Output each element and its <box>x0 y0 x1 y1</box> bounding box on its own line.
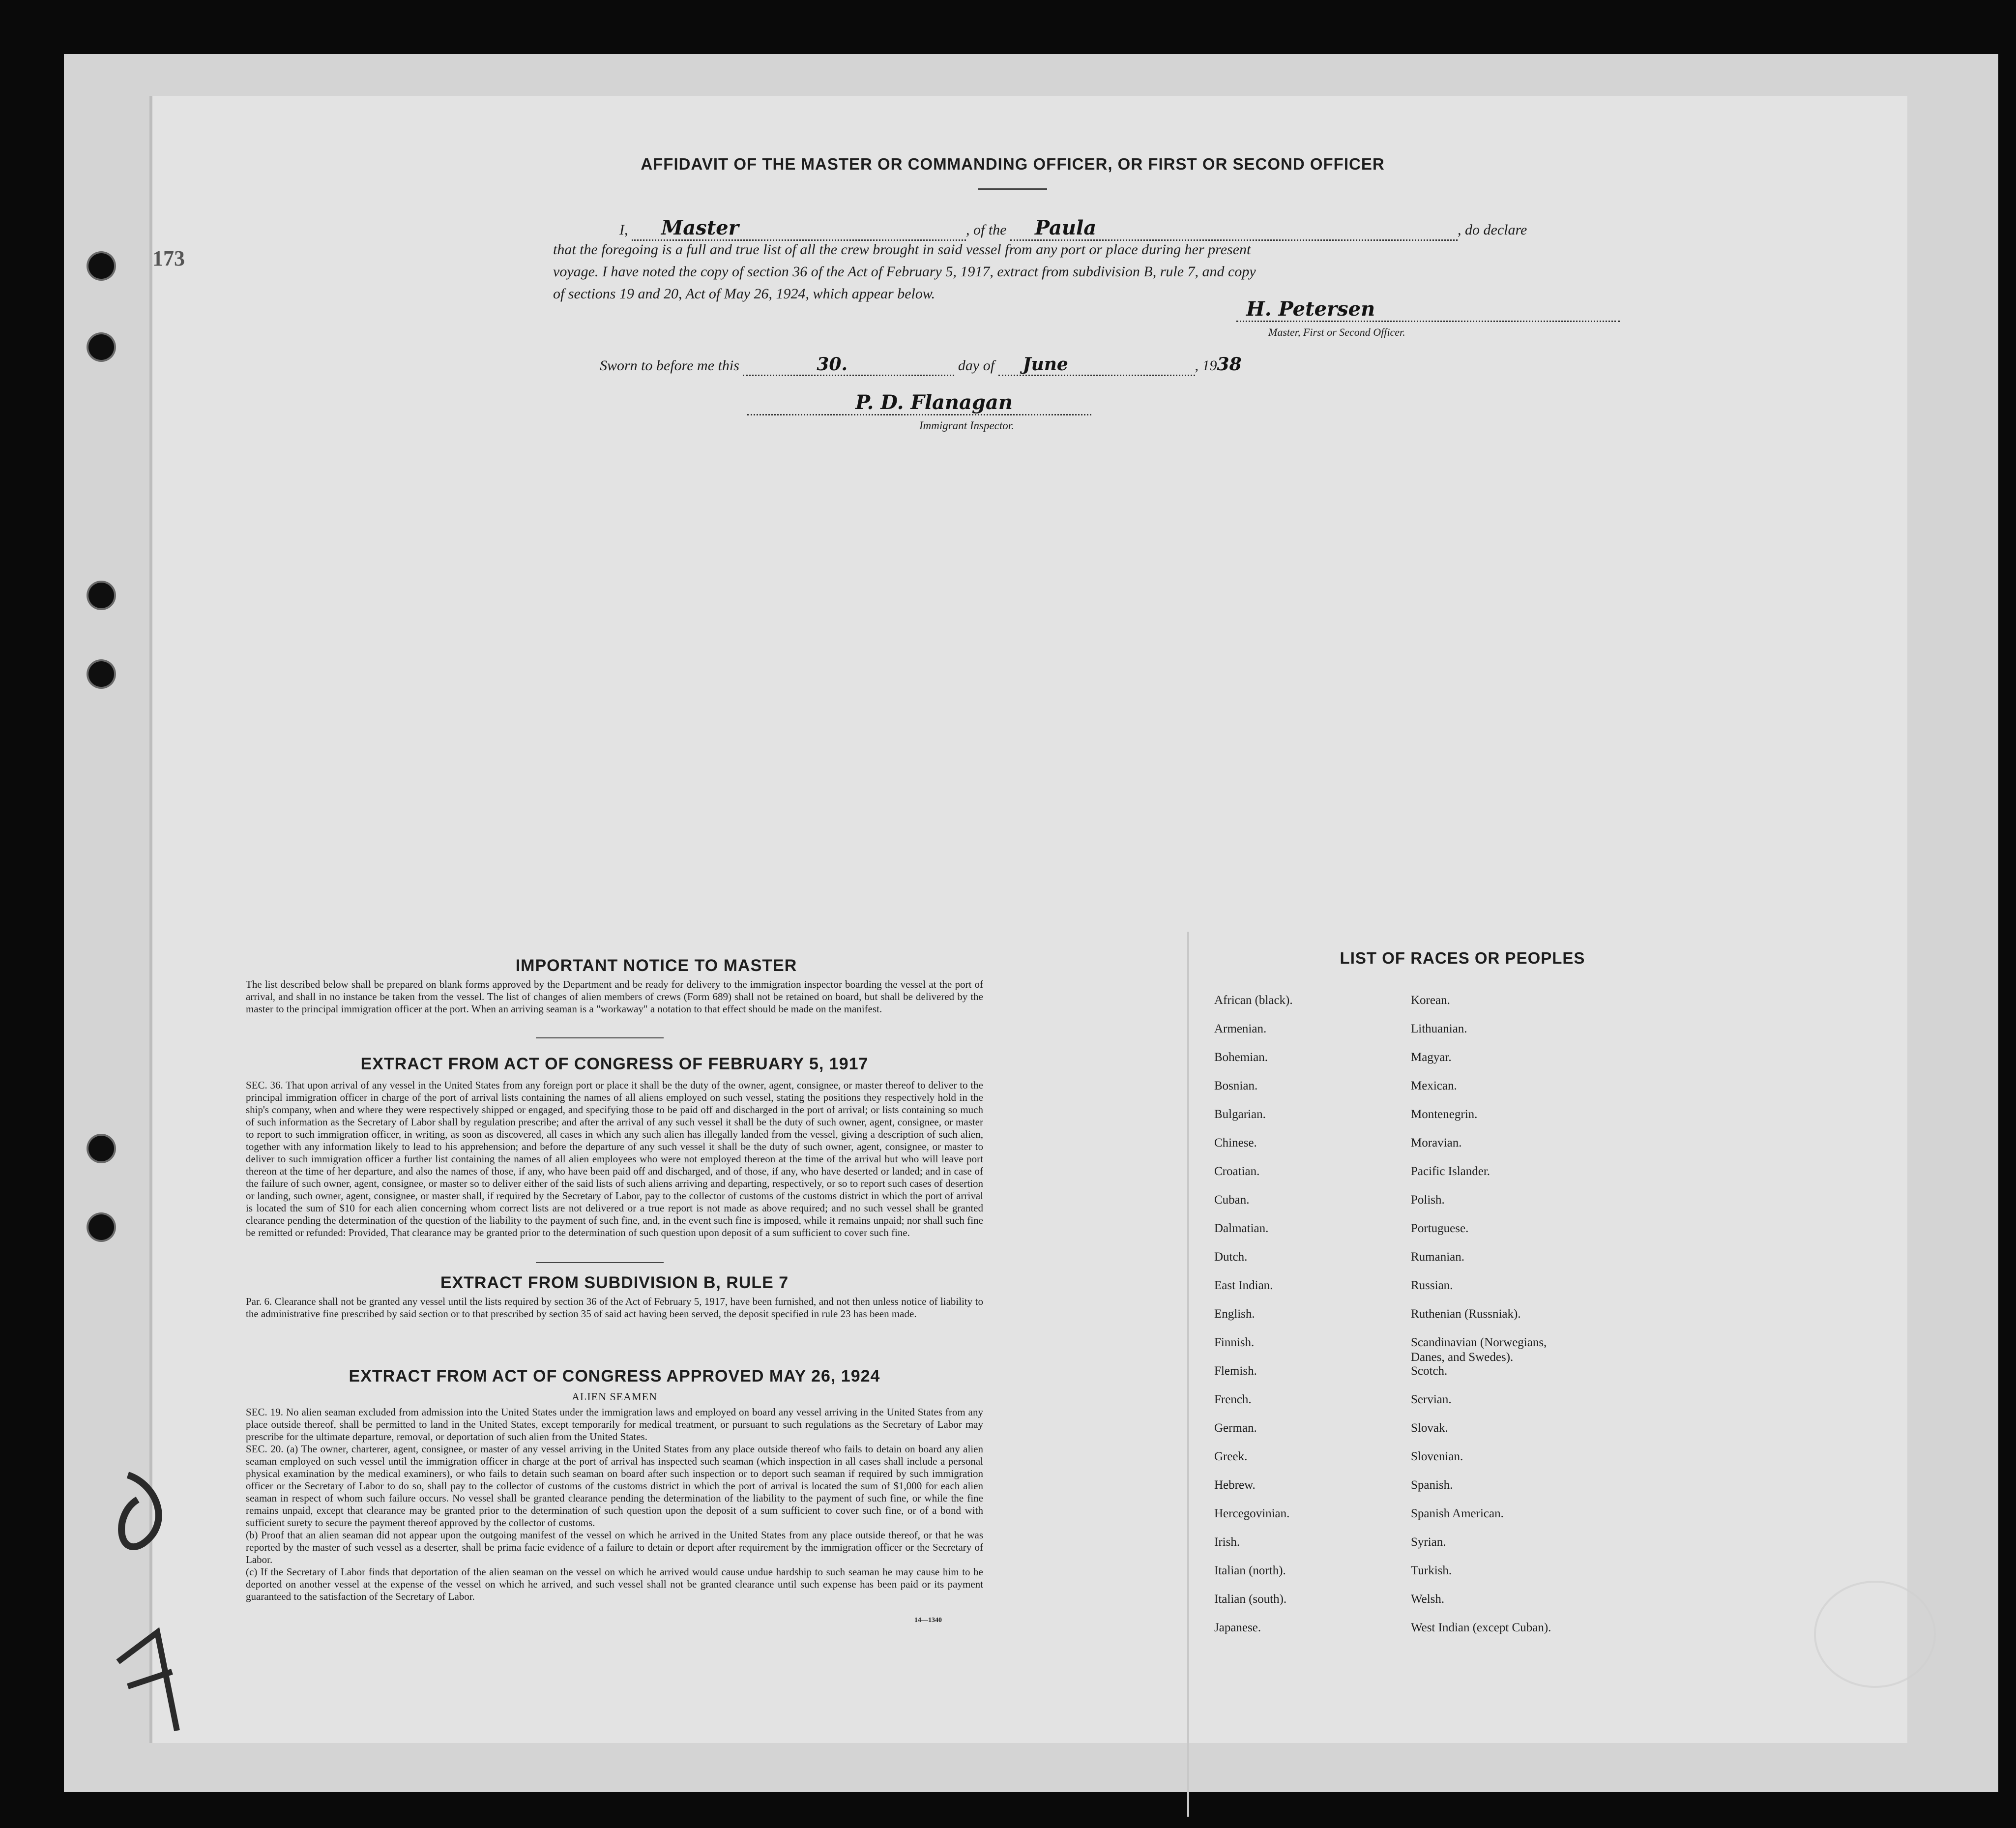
race-item: Japanese. <box>1214 1621 1261 1634</box>
race-item: Dalmatian. <box>1214 1222 1269 1235</box>
inspector-signature: P. D. Flanagan <box>747 391 1091 415</box>
sworn-day-field: 30. <box>743 354 954 376</box>
race-item: Dutch. <box>1214 1250 1248 1264</box>
extract-1924-text <box>246 1406 983 1603</box>
sworn-month-field: June <box>998 354 1195 376</box>
race-item: Flemish. <box>1214 1364 1257 1378</box>
notice-title: IMPORTANT NOTICE TO MASTER <box>515 956 797 975</box>
race-item: Ruthenian (Russniak). <box>1411 1307 1521 1321</box>
race-item: Welsh. <box>1411 1592 1445 1606</box>
section-20c-text: (c) If the Secretary of Labor finds that deportation of the alien seaman on the vessel on which he arrived would cause undue hardship to such seaman he may cause him to be deported on another vessel at the expense of the vessel on which he arrived, and such vessel shall not be granted clearance until such expense has been paid or its payment guaranteed to the satisfaction of the Secretary of Labor. <box>246 1566 983 1602</box>
race-item: Finnish. <box>1214 1336 1255 1349</box>
vessel-name-field: Paula <box>1010 216 1458 241</box>
race-item: Servian. <box>1411 1393 1452 1406</box>
punch-hole <box>88 1136 114 1161</box>
race-item: Rumanian. <box>1411 1250 1465 1264</box>
form-number: 14—1340 <box>914 1617 942 1624</box>
notice-text: The list described below shall be prepared on blank forms approved by the Department and be ready for delivery to the immigration inspector boarding the vessel at the port of arrival, and shall in no instance be taken from the vessel. The list of changes of alien members of crews (Form 689) shall not be retained on board, but shall be delivered by the master to the principal immigration officer at the port. When an arriving seaman is a "workaway" a notation to that effect should be made on the manifest. <box>246 978 983 1015</box>
sworn-line: Sworn to before me this 30. day of June , 1938 <box>600 354 1435 379</box>
race-item: Russian. <box>1411 1279 1453 1292</box>
race-item: Polish. <box>1411 1193 1445 1207</box>
race-item: Irish. <box>1214 1535 1240 1549</box>
pencil-mark <box>98 1455 197 1750</box>
races-title: LIST OF RACES OR PEOPLES <box>1340 949 1585 967</box>
title-rule <box>978 188 1047 190</box>
race-item: Montenegrin. <box>1411 1108 1478 1121</box>
race-item: Moravian. <box>1411 1136 1462 1150</box>
race-item: Bosnian. <box>1214 1079 1258 1092</box>
fold-line <box>1187 932 1189 1817</box>
section-20b-text: (b) Proof that an alien seaman did not appear upon the outgoing manifest of the vessel on which he arrived in the United States from any place outside thereof, or that he was reported by the master of such vessel as a deserter, shall be prima facie evidence of a failure to detain or deport after requirement by the immigration officer or the Secretary of Labor. <box>246 1529 983 1565</box>
officer-rank-field: Master <box>632 216 966 241</box>
affidavit-body: that the foregoing is a full and true list of all the crew brought in said vessel from any port or place during her present voyage. I have noted the copy of section 36 of the Act of February 5, 1917, extract from subdivision B, rule 7, and copy of sections 19 and 20, Act of May 26, 1924, which appear below. <box>553 241 1256 302</box>
race-item: Slovak. <box>1411 1421 1448 1435</box>
extract-1917-text: SEC. 36. That upon arrival of any vessel in the United States from any foreign port or place it shall be the duty of the owner, agent, consignee, or master thereof to deliver to the principal immigration officer in charge of the port of arrival lists containing the names of all aliens employed on such vessel, stating the positions they respectively hold in the ship's company, when and where they were respectively shipped or engaged, and specifying those to be paid off and discharged in the port of arrival; or lists containing so much of such information as the Secretary of Labor shall by regulation prescribe; and after the arrival of any such vessel it shall be the duty of such owner, agent, consignee, or master to report to such immigration officer, in writing, as soon as discovered, all cases in which any such alien has illegally landed from the vessel, giving a description of such alien, together with any information likely to lead to his apprehension; and before the departure of any such vessel it shall be the duty of such owner, agent, consignee, or master to deliver to such immigration officer a further list containing the names of all alien employees who were not employed thereon at the time of the arrival but who will leave port thereon at the time of her departure, and also the names of those, if any, who have been paid off and discharged, and of those, if any, who have deserted or landed; and in case of the failure of such owner, agent, consignee, or master so to deliver either of the said lists of such aliens arriving and departing, respectively, or so to report such cases of desertion or landing, such owner, agent, consignee, or master shall, if required by the Secretary of Labor, pay to the collector of customs of the customs district in which the port of arrival is located the sum of $10 for each alien concerning whom correct lists are not delivered or a true report is not made as above required; and no such vessel shall be granted clearance pending the determination of the question of the liability to the payment of such fine, and, in the event such fine is imposed, while it remains unpaid; nor shall such fine be remitted or refunded: Provided, That clearance may be granted prior to the determination of such question upon deposit of a sum sufficient to cover such fine. <box>246 1079 983 1238</box>
race-item: Armenian. <box>1214 1022 1267 1035</box>
race-item: Cuban. <box>1214 1193 1250 1207</box>
section-19-text: SEC. 19. No alien seaman excluded from admission into the United States under the immigration laws and employed on board any vessel arriving in the United States from any place outside thereof, shall be permitted to land in the United States, except temporarily for medical treatment, or pursuant to such regulations as the Secretary of Labor may prescribe for the ultimate departure, removal, or deportation of such alien from the United States. <box>246 1406 983 1443</box>
race-item: African (black). <box>1214 994 1293 1007</box>
race-item: Italian (north). <box>1214 1564 1286 1577</box>
race-item: East Indian. <box>1214 1279 1273 1292</box>
section-rule <box>536 1262 664 1263</box>
extract-1924-title: EXTRACT FROM ACT OF CONGRESS APPROVED MAY 26, 1924 <box>349 1367 880 1386</box>
race-item: Slovenian. <box>1411 1450 1463 1463</box>
punch-hole <box>88 1214 114 1240</box>
race-item: Pacific Islander. <box>1411 1165 1490 1178</box>
margin-number: 173 <box>152 246 185 270</box>
form-sheet <box>152 96 1907 1743</box>
race-item: Bohemian. <box>1214 1051 1268 1064</box>
declaration-line: I, Master , of the Paula , do declare <box>619 216 1652 241</box>
race-item: Turkish. <box>1411 1564 1452 1577</box>
race-item: Syrian. <box>1411 1535 1446 1549</box>
race-item: Greek. <box>1214 1450 1248 1463</box>
punch-hole <box>88 661 114 687</box>
race-item: Magyar. <box>1411 1051 1452 1064</box>
punch-hole <box>88 334 114 360</box>
race-item: Spanish. <box>1411 1478 1453 1492</box>
faded-stamp <box>1814 1581 1936 1688</box>
race-item: English. <box>1214 1307 1255 1321</box>
signature-caption: Master, First or Second Officer. <box>1268 326 1405 338</box>
race-item: Italian (south). <box>1214 1592 1287 1606</box>
extract-rule7-title: EXTRACT FROM SUBDIVISION B, RULE 7 <box>440 1273 789 1292</box>
race-item: Scotch. <box>1411 1364 1448 1378</box>
inspector-caption: Immigrant Inspector. <box>919 419 1014 432</box>
section-rule <box>536 1037 664 1038</box>
extract-1924-subtitle: ALIEN SEAMEN <box>572 1390 657 1403</box>
affidavit-title: AFFIDAVIT OF THE MASTER OR COMMANDING OFFICER, OR FIRST OR SECOND OFFICER <box>641 155 1385 173</box>
race-item: West Indian (except Cuban). <box>1411 1621 1551 1634</box>
race-item: Scandinavian (Norwegians, Danes, and Swedes). <box>1411 1336 1547 1364</box>
punch-hole <box>88 583 114 608</box>
race-item: Lithuanian. <box>1411 1022 1467 1035</box>
race-item: Korean. <box>1411 994 1450 1007</box>
race-item: Portuguese. <box>1411 1222 1469 1235</box>
race-item: Hebrew. <box>1214 1478 1256 1492</box>
punch-hole <box>88 253 114 279</box>
race-item: Mexican. <box>1411 1079 1457 1092</box>
race-item: Hercegovinian. <box>1214 1507 1290 1520</box>
section-20a-text: SEC. 20. (a) The owner, charterer, agent, consignee, or master of any vessel arriving in the United States from any place outside thereof who fails to detain on board any alien seaman employed on such vessel until the immigration officer in charge at the port of arrival has inspected such seaman (which inspection in all cases shall include a personal physical examination by the medical examiners), or who fails to detain such seaman on board after such inspection or to deport such seaman if required by such immigration officer or the Secretary of Labor to do so, shall pay to the collector of customs of the customs district in which the port of arrival is located the sum of $1,000 for each alien seaman in respect of whom such failure occurs. No vessel shall be granted clearance pending the determination of the liability to the payment of such fine, or while the fine remains unpaid, except that clearance may be granted prior to the determination of such question upon the deposit of a sum sufficient to cover such fine, or of a bond with sufficient surety to secure the payment thereof approved by the collector of customs. <box>246 1443 983 1529</box>
race-item: German. <box>1214 1421 1257 1435</box>
race-item: Spanish American. <box>1411 1507 1504 1520</box>
extract-rule7-text: Par. 6. Clearance shall not be granted any vessel until the lists required by section 36 of the Act of February 5, 1917, have been furnished, and not then unless notice of liability to the administrative fine prescribed by said section or to that prescribed by section 35 of said act having been served, the deposit specified in rule 23 has been made. <box>246 1296 983 1320</box>
race-item: French. <box>1214 1393 1252 1406</box>
extract-1917-title: EXTRACT FROM ACT OF CONGRESS OF FEBRUARY 5, 1917 <box>360 1055 869 1073</box>
race-item: Chinese. <box>1214 1136 1257 1150</box>
race-item: Croatian. <box>1214 1165 1260 1178</box>
master-signature: H. Petersen <box>1236 297 1620 322</box>
sworn-year-field: 38 <box>1217 354 1242 375</box>
race-item: Bulgarian. <box>1214 1108 1266 1121</box>
